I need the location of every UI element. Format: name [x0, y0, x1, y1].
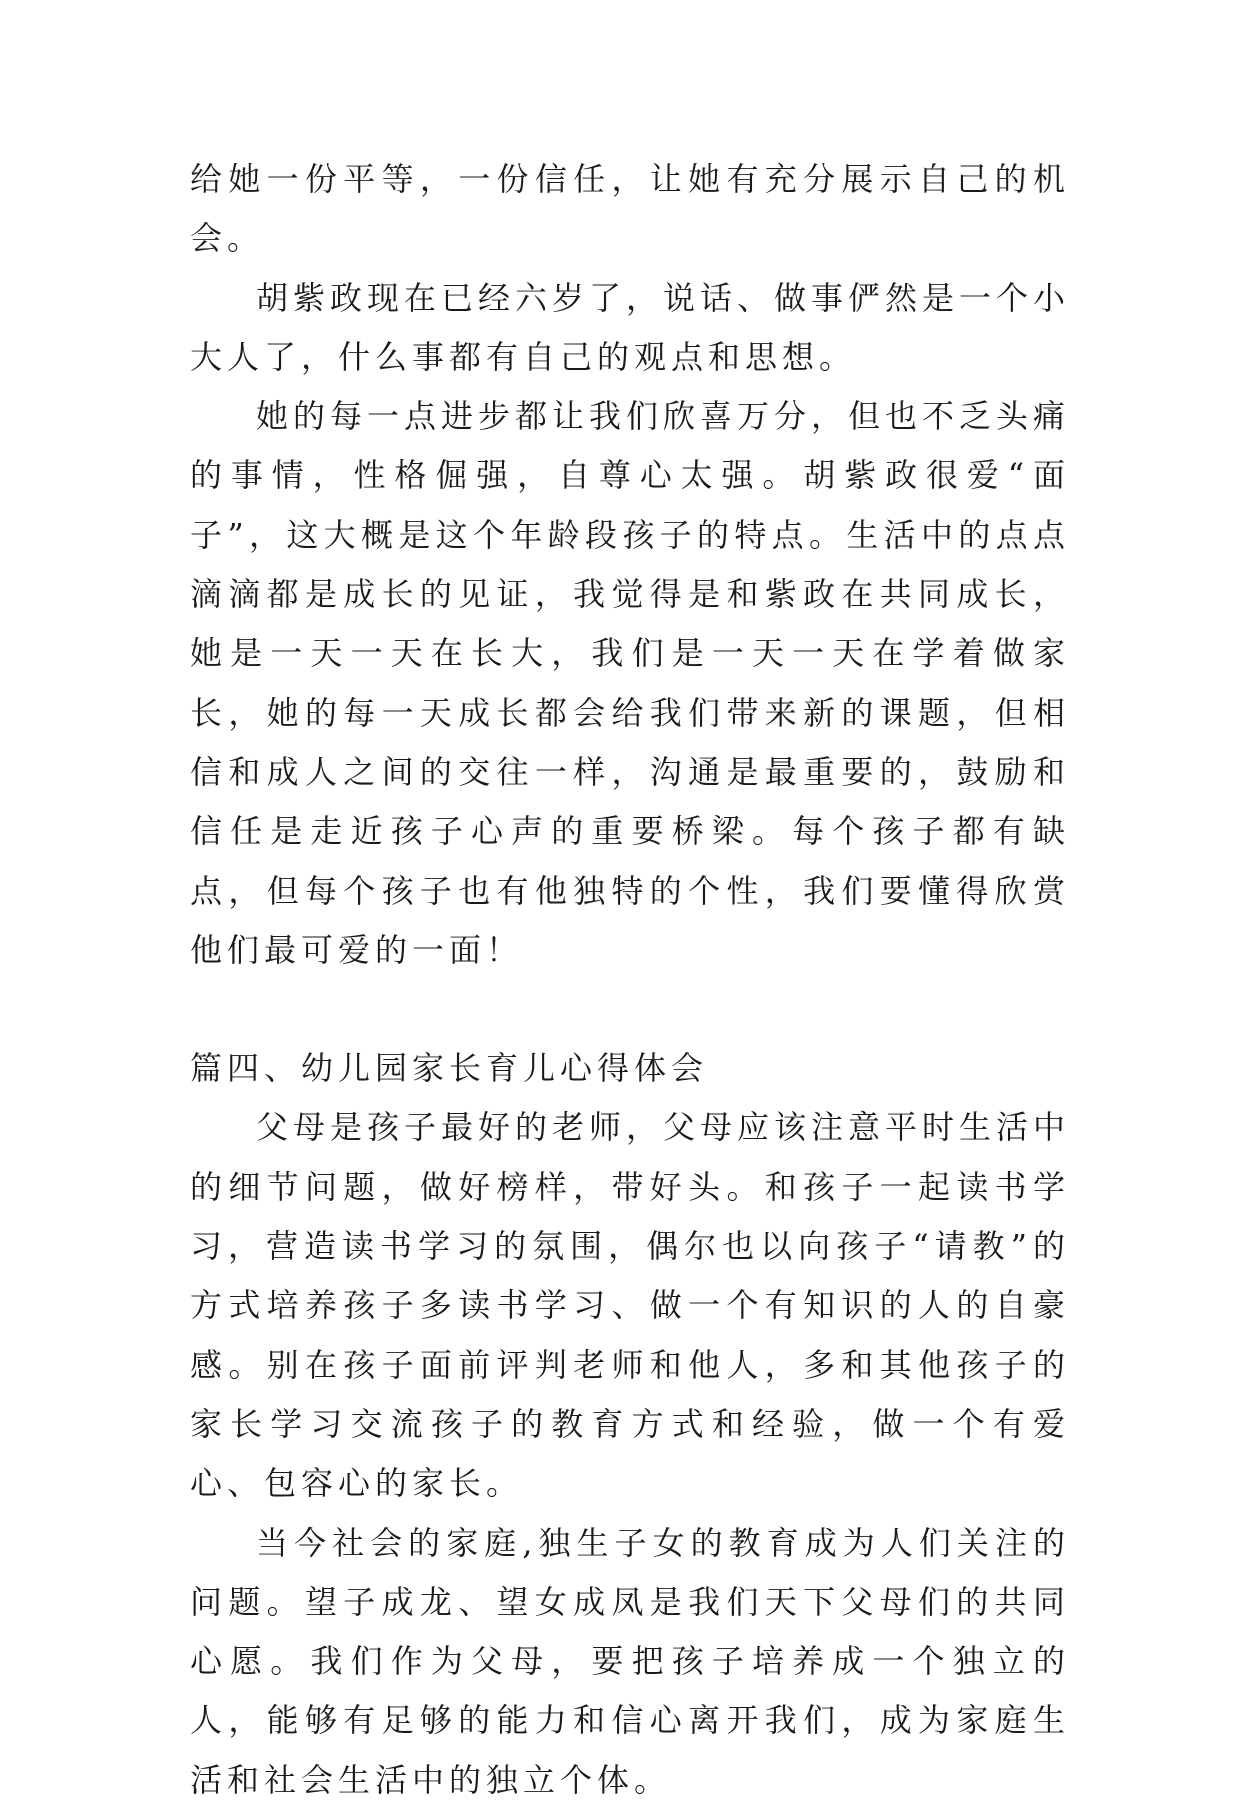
- paragraph-5: 当今社会的家庭,独生子女的教育成为人们关注的问题。望子成龙、望女成凤是我们天下父母们的共同心愿。我们作为父母，要把孩子培养成一个独立的人，能够有足够的能力和信心离开我们，成为家庭生活和社会生活中的独立个体。: [190, 1523, 1070, 1799]
- paragraph-1: 给她一份平等，一份信任，让她有充分展示自己的机会。: [190, 160, 1070, 258]
- section-title: 篇四、幼儿园家长育儿心得体会: [190, 1049, 709, 1088]
- paragraph-2: 胡紫政现在已经六岁了，说话、做事俨然是一个小大人了，什么事都有自己的观点和思想。: [190, 278, 1071, 376]
- document-body: [190, 150, 1070, 1810]
- paragraph-4: 父母是孩子最好的老师，父母应该注意平时生活中的细节问题，做好榜样，带好头。和孩子一起读书学习，营造读书学习的氛围，偶尔也以向孩子“请教”的方式培养孩子多读书学习、做一个有知识的人的自豪感。别在孩子面前评判老师和他人，多和其他孩子的家长学习交流孩子的教育方式和经验，做一个有爱心、包容心的家长。: [190, 1108, 1071, 1503]
- paragraph-3: 她的每一点进步都让我们欣喜万分，但也不乏头痛的事情，性格倔强，自尊心太强。胡紫政很爱“面子”，这大概是这个年龄段孩子的特点。生活中的点点滴滴都是成长的见证，我觉得是和紫政在共同成长，她是一天一天在长大，我们是一天一天在学着做家长，她的每一天成长都会给我们带来新的课题，但相信和成人之间的交往一样，沟通是最重要的，鼓励和信任是走近孩子心声的重要桥梁。每个孩子都有缺点，但每个孩子也有他独特的个性，我们要懂得欣赏他们最可爱的一面！: [190, 397, 1071, 969]
